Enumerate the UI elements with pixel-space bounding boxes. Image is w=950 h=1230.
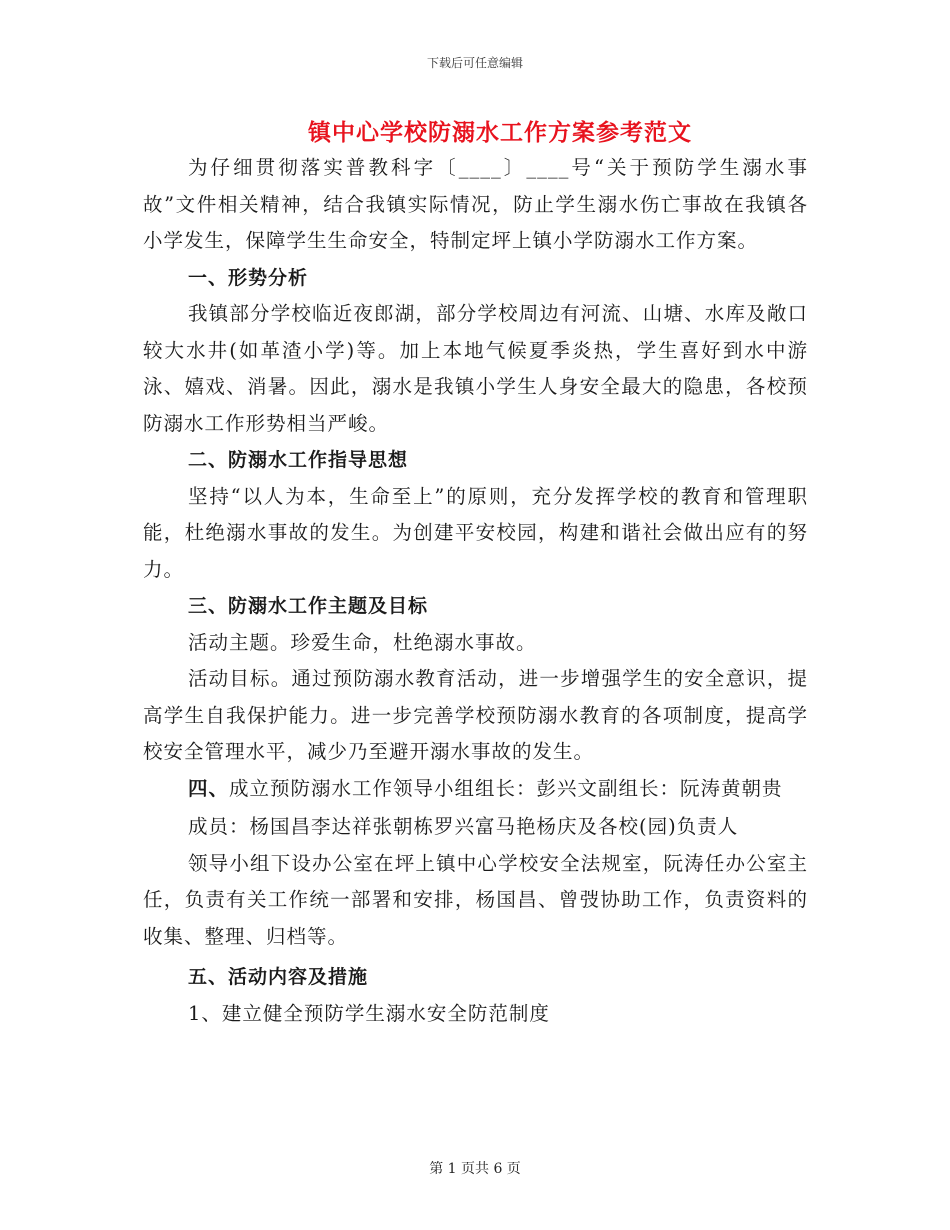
section-4-members: 成员：杨国昌李达祥张朝栋罗兴富马艳杨庆及各校(园)负责人 bbox=[188, 815, 739, 838]
document-body bbox=[143, 150, 808, 1032]
section-3-heading: 三、防溺水工作主题及目标 bbox=[188, 595, 429, 617]
document-title: 镇中心学校防溺水工作方案参考范文 bbox=[308, 119, 692, 146]
header-note: 下载后可任意编辑 bbox=[426, 56, 523, 70]
section-2-paragraph: 坚持“以人为本，生命至上”的原则，充分发挥学校的教育和管理职能，杜绝溺水事故的发生。为创建平安校园，构建和谐社会做出应有的努力。 bbox=[143, 484, 808, 581]
section-2-heading: 二、防溺水工作指导思想 bbox=[188, 449, 409, 471]
page-footer: 第 1 页共 6 页 bbox=[429, 1161, 521, 1177]
section-4-paragraph bbox=[143, 771, 808, 808]
section-5-heading: 五、活动内容及措施 bbox=[188, 966, 369, 988]
section-4-heading: 四、 bbox=[188, 776, 230, 800]
section-1-paragraph: 我镇部分学校临近夜郎湖，部分学校周边有河流、山塘、水库及敞口较大水井(如革渣小学)等。加上本地气候夏季炎热，学生喜好到水中游泳、嬉戏、消暑。因此，溺水是我镇小学生人身安全最大的隐患，各校预防溺水工作形势相当严峻。 bbox=[143, 302, 808, 435]
section-1-heading: 一、形势分析 bbox=[188, 266, 309, 289]
section-4-office: 领导小组下设办公室在坪上镇中心学校安全法规室，阮涛任办公室主任，负责有关工作统一部署和安排，杨国昌、曾弢协助工作，负责资料的收集、整理、归档等。 bbox=[143, 851, 808, 948]
intro-paragraph: 为仔细贯彻落实普教科字〔____〕____号“关于预防学生溺水事故”文件相关精神，结合我镇实际情况，防止学生溺水伤亡事故在我镇各小学发生，保障学生生命安全，特制定坪上镇小学防溺水工作方案。 bbox=[143, 156, 808, 252]
section-3-goal: 活动目标。通过预防溺水教育活动，进一步增强学生的安全意识，提高学生自我保护能力。进一步完善学校预防溺水教育的各项制度，提高学校安全管理水平，减少乃至避开溺水事故的发生。 bbox=[143, 667, 808, 763]
section-3-theme: 活动主题。珍爱生命，杜绝溺水事故。 bbox=[188, 630, 537, 654]
section-4-text: 成立预防溺水工作领导小组组长：彭兴文副组长：阮涛黄朝贵 bbox=[229, 776, 783, 800]
section-5-item-1: 1、建立健全预防学生溺水安全防范制度 bbox=[188, 1001, 550, 1025]
